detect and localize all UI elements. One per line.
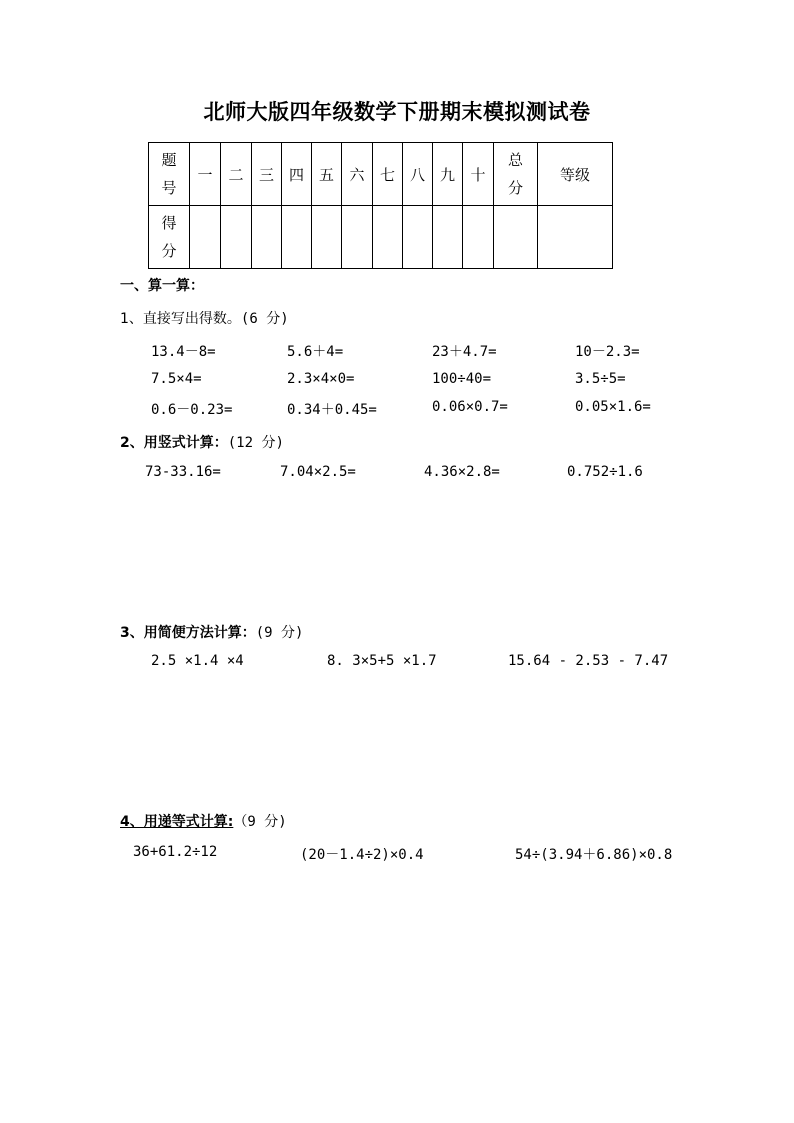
problem: 8. 3×5+5 ×1.7: [327, 653, 437, 669]
column-header: 一: [190, 143, 221, 206]
header-char: 分: [161, 242, 177, 260]
score-cell[interactable]: [252, 206, 282, 269]
section-heading: 一、算一算：: [120, 278, 204, 294]
header-char: 号: [161, 179, 177, 197]
total-score-header: [494, 143, 538, 206]
score-table: [148, 142, 613, 269]
question-label: 2、用竖式计算：: [120, 435, 228, 451]
question-label: 1、直接写出得数。: [120, 311, 241, 327]
problem: 0.34＋0.45=: [287, 402, 377, 418]
problem: (20－1.4÷2)×0.4: [300, 847, 424, 863]
column-header: 七: [373, 143, 403, 206]
column-header: 九: [433, 143, 463, 206]
problem: 5.6＋4=: [287, 344, 344, 360]
question-points: (6 分): [240, 311, 289, 327]
question-2-heading: [120, 432, 284, 452]
problem: 3.5÷5=: [575, 371, 626, 387]
question-points: (9 分): [255, 625, 304, 641]
problem: 13.4－8=: [151, 344, 216, 360]
header-char: 总: [507, 151, 523, 169]
score-cell[interactable]: [403, 206, 433, 269]
problem: 0.6－0.23=: [151, 402, 233, 418]
column-header: 六: [342, 143, 373, 206]
score-cell[interactable]: [282, 206, 312, 269]
score-table-score-row: [149, 206, 613, 269]
problem: 7.5×4=: [151, 371, 202, 387]
score-cell[interactable]: [433, 206, 463, 269]
problem: 4.36×2.8=: [424, 464, 500, 480]
problem: 100÷40=: [432, 371, 492, 387]
problem: 0.752÷1.6: [567, 464, 643, 480]
grade-cell[interactable]: [538, 206, 613, 269]
problem: 54÷(3.94＋6.86)×0.8: [515, 847, 673, 863]
question-number-header: [149, 143, 190, 206]
score-table-header-row: [149, 143, 613, 206]
header-char: 题: [161, 151, 177, 169]
score-cell[interactable]: [221, 206, 252, 269]
column-header: 三: [252, 143, 282, 206]
column-header: 二: [221, 143, 252, 206]
question-points: (12 分): [227, 435, 284, 451]
problem: 23＋4.7=: [432, 344, 497, 360]
total-score-cell[interactable]: [494, 206, 538, 269]
problem: 15.64 - 2.53 - 7.47: [508, 653, 669, 669]
question-4-heading: [120, 811, 287, 831]
column-header: 五: [312, 143, 342, 206]
score-cell[interactable]: [342, 206, 373, 269]
score-cell[interactable]: [373, 206, 403, 269]
problem: 0.06×0.7=: [432, 399, 508, 415]
problem: 7.04×2.5=: [280, 464, 356, 480]
question-points: （9 分): [233, 814, 287, 830]
score-cell[interactable]: [190, 206, 221, 269]
column-header: 四: [282, 143, 312, 206]
question-3-heading: [120, 622, 303, 642]
question-label: 4、用递等式计算:: [120, 814, 234, 830]
question-label: 3、用简便方法计算：: [120, 625, 256, 641]
score-cell[interactable]: [312, 206, 342, 269]
problem: 36+61.2÷12: [133, 844, 218, 860]
page-title: 北师大版四年级数学下册期末模拟测试卷: [203, 99, 591, 124]
header-char: 得: [161, 214, 177, 232]
score-row-label: [149, 206, 190, 269]
score-cell[interactable]: [463, 206, 494, 269]
problem: 10－2.3=: [575, 344, 640, 360]
problem: 0.05×1.6=: [575, 399, 651, 415]
header-char: 分: [507, 179, 523, 197]
question-1-heading: [120, 308, 289, 328]
column-header: 十: [463, 143, 494, 206]
problem: 2.5 ×1.4 ×4: [151, 653, 244, 669]
problem: 73-33.16=: [145, 464, 221, 480]
problem: 2.3×4×0=: [287, 371, 355, 387]
column-header: 八: [403, 143, 433, 206]
grade-header: 等级: [538, 143, 613, 206]
